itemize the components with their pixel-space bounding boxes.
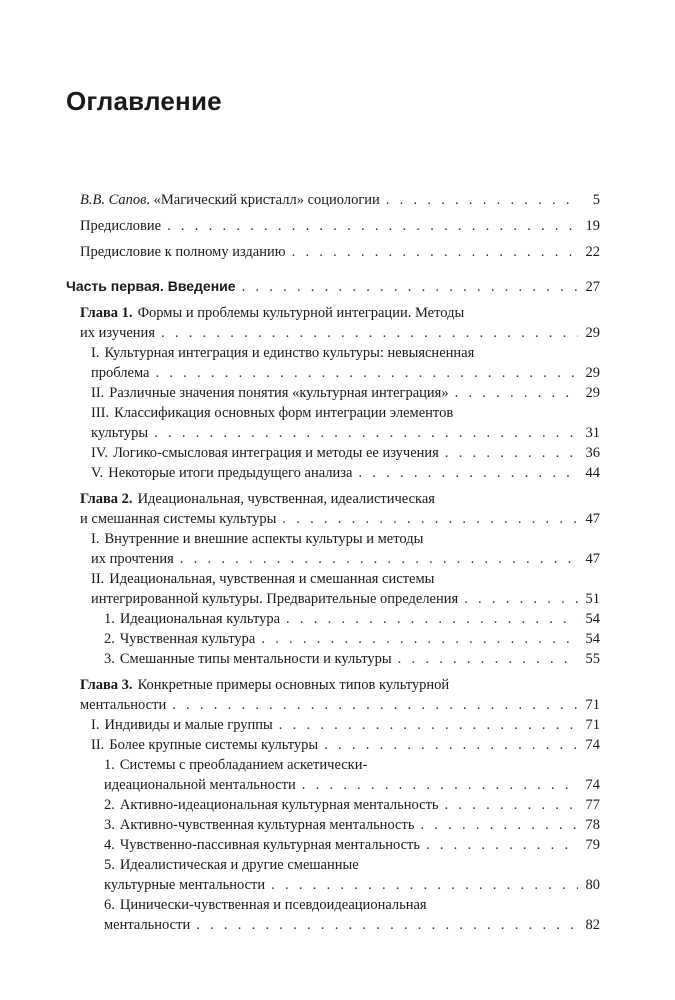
leader-dots	[455, 383, 578, 403]
page-number: 78	[585, 817, 600, 833]
leader-dots	[398, 649, 578, 669]
entry-title: Некоторые итоги предыдущего анализа	[108, 465, 353, 481]
page-number: 22	[585, 244, 600, 260]
toc-entry-ch3-sub5[interactable]	[66, 855, 600, 895]
leader-dots	[420, 815, 578, 835]
page-number: 74	[585, 777, 600, 793]
leader-dots	[282, 509, 578, 529]
leader-dots	[155, 363, 578, 383]
toc-entry-preface-full[interactable]	[66, 242, 600, 262]
entry-title-line2: интегрированной культуры. Предварительные определения	[91, 591, 459, 607]
page-number: 29	[585, 385, 600, 401]
toc-entry-chapter-3[interactable]	[66, 675, 600, 715]
toc-entry-chapter-1[interactable]	[66, 303, 600, 343]
leader-dots	[279, 715, 578, 735]
entry-title: Активно-идеациональная культурная ментальность	[119, 797, 439, 813]
page-number: 74	[585, 737, 600, 753]
entry-title: Индивиды и малые группы	[104, 717, 273, 733]
entry-author: В.В. Сапов	[80, 192, 147, 208]
leader-dots	[386, 190, 578, 210]
page-title: Оглавление	[66, 86, 222, 116]
page-number: 31	[585, 425, 600, 441]
page-number: 29	[585, 325, 600, 341]
leader-dots	[271, 875, 578, 895]
entry-title: Смешанные типы ментальности и культуры	[119, 651, 392, 667]
entry-title-line1: Конкретные примеры основных типов культурной	[137, 677, 450, 693]
leader-dots	[445, 795, 578, 815]
entry-title: Активно-чувственная культурная ментальность	[119, 817, 415, 833]
page-number: 55	[585, 651, 600, 667]
toc-entry-part-one[interactable]	[66, 276, 600, 297]
entry-title-line2: идеациональной ментальности	[104, 777, 296, 793]
section-label: IV.	[91, 445, 109, 461]
entry-title: Часть первая. Введение	[66, 278, 236, 294]
subsection-label: 4.	[104, 837, 115, 853]
toc-entry-ch1-sec5[interactable]	[66, 463, 600, 483]
page-number: 77	[585, 797, 600, 813]
section-label: V.	[91, 465, 104, 481]
page-number: 80	[585, 877, 600, 893]
entry-title: Чувственно-пассивная культурная ментальность	[119, 837, 420, 853]
leader-dots	[161, 323, 578, 343]
leader-dots	[196, 915, 578, 935]
leader-dots	[261, 629, 578, 649]
entry-title-line2: ментальности	[80, 697, 167, 713]
chapter-label: Глава 2.	[80, 491, 133, 507]
toc-entry-ch3-sub1[interactable]	[66, 755, 600, 795]
section-label: II.	[91, 385, 105, 401]
entry-title: . «Магический кристалл» социологии	[146, 192, 380, 208]
section-label: I.	[91, 345, 100, 361]
entry-title-line1: Идеалистическая и другие смешанные	[119, 857, 359, 873]
entry-title: Чувственная культура	[119, 631, 256, 647]
page-number: 19	[585, 218, 600, 234]
section-label: III.	[91, 405, 110, 421]
leader-dots	[324, 735, 578, 755]
section-label: I.	[91, 717, 100, 733]
leader-dots	[464, 589, 578, 609]
page-number: 27	[585, 279, 600, 295]
leader-dots	[426, 835, 578, 855]
page-number: 29	[585, 365, 600, 381]
entry-title-line2: их прочтения	[91, 551, 174, 567]
toc-entry-preface[interactable]	[66, 216, 600, 236]
chapter-label: Глава 1.	[80, 305, 133, 321]
toc-entry-ch2-sec2[interactable]	[66, 569, 600, 609]
subsection-label: 5.	[104, 857, 115, 873]
toc-entry-ch1-sec3[interactable]	[66, 403, 600, 443]
section-label: II.	[91, 571, 105, 587]
entry-title-line1: Культурная интеграция и единство культуры: невыясненная	[104, 345, 475, 361]
subsection-label: 1.	[104, 611, 115, 627]
entry-title-line2: и смешанная системы культуры	[80, 511, 277, 527]
toc-entry-ch3-sub3[interactable]	[66, 815, 600, 835]
page-number: 51	[585, 591, 600, 607]
subsection-label: 2.	[104, 631, 115, 647]
entry-title-line2: ментальности	[104, 917, 191, 933]
page-number: 71	[585, 717, 600, 733]
toc-entry-ch2-sub1[interactable]	[66, 609, 600, 629]
entry-title-line1: Внутренние и внешние аспекты культуры и методы	[104, 531, 424, 547]
toc-entry-ch3-sub4[interactable]	[66, 835, 600, 855]
page-number: 47	[585, 551, 600, 567]
subsection-label: 3.	[104, 651, 115, 667]
leader-dots	[242, 277, 578, 297]
toc-entry-ch1-sec1[interactable]	[66, 343, 600, 383]
toc-entry-ch2-sub2[interactable]	[66, 629, 600, 649]
toc-entry-ch1-sec4[interactable]	[66, 443, 600, 463]
subsection-label: 2.	[104, 797, 115, 813]
entry-title: Идеациональная культура	[119, 611, 281, 627]
page-number: 36	[585, 445, 600, 461]
leader-dots	[167, 216, 578, 236]
table-of-contents	[66, 190, 600, 935]
toc-entry-ch2-sub3[interactable]	[66, 649, 600, 669]
entry-title-line2: их изучения	[80, 325, 155, 341]
page-number: 54	[585, 631, 600, 647]
entry-title-line1: Системы с преобладанием аскетически-	[119, 757, 368, 773]
leader-dots	[292, 242, 578, 262]
entry-title-line2: культурные ментальности	[104, 877, 266, 893]
page-number: 79	[585, 837, 600, 853]
toc-entry-ch3-sec1[interactable]	[66, 715, 600, 735]
entry-title-line2: проблема	[91, 365, 150, 381]
entry-title: Различные значения понятия «культурная интеграция»	[109, 385, 449, 401]
toc-entry-ch3-sub6[interactable]	[66, 895, 600, 935]
toc-entry-ch3-sub2[interactable]	[66, 795, 600, 815]
chapter-label: Глава 3.	[80, 677, 133, 693]
page-number: 82	[585, 917, 600, 933]
page-number: 71	[585, 697, 600, 713]
entry-title: Предисловие к полному изданию	[80, 244, 286, 260]
entry-title-line1: Цинически-чувственная и псевдоидеациональная	[119, 897, 427, 913]
leader-dots	[172, 695, 578, 715]
entry-title-line2: культуры	[91, 425, 149, 441]
toc-entry-chapter-2[interactable]	[66, 489, 600, 529]
entry-title: Логико-смысловая интеграция и методы ее изучения	[113, 445, 439, 461]
subsection-label: 3.	[104, 817, 115, 833]
toc-entry-ch2-sec1[interactable]	[66, 529, 600, 569]
entry-title-line1: Идеациональная, чувственная, идеалистическая	[137, 491, 435, 507]
entry-title-line1: Формы и проблемы культурной интеграции. Методы	[137, 305, 465, 321]
leader-dots	[358, 463, 578, 483]
entry-title: Более крупные системы культуры	[109, 737, 319, 753]
section-label: I.	[91, 531, 100, 547]
toc-entry-sapov[interactable]	[66, 190, 600, 210]
page-number: 5	[592, 192, 600, 208]
toc-entry-ch1-sec2[interactable]	[66, 383, 600, 403]
leader-dots	[286, 609, 578, 629]
entry-title: Предисловие	[80, 218, 162, 234]
toc-entry-ch3-sec2[interactable]	[66, 735, 600, 755]
section-label: II.	[91, 737, 105, 753]
entry-title-line1: Классификация основных форм интеграции элементов	[114, 405, 454, 421]
entry-title-line1: Идеациональная, чувственная и смешанная системы	[109, 571, 435, 587]
page-number: 44	[585, 465, 600, 481]
leader-dots	[302, 775, 578, 795]
subsection-label: 6.	[104, 897, 115, 913]
leader-dots	[180, 549, 578, 569]
page-number: 54	[585, 611, 600, 627]
leader-dots	[445, 443, 578, 463]
page-number: 47	[585, 511, 600, 527]
leader-dots	[154, 423, 578, 443]
subsection-label: 1.	[104, 757, 115, 773]
